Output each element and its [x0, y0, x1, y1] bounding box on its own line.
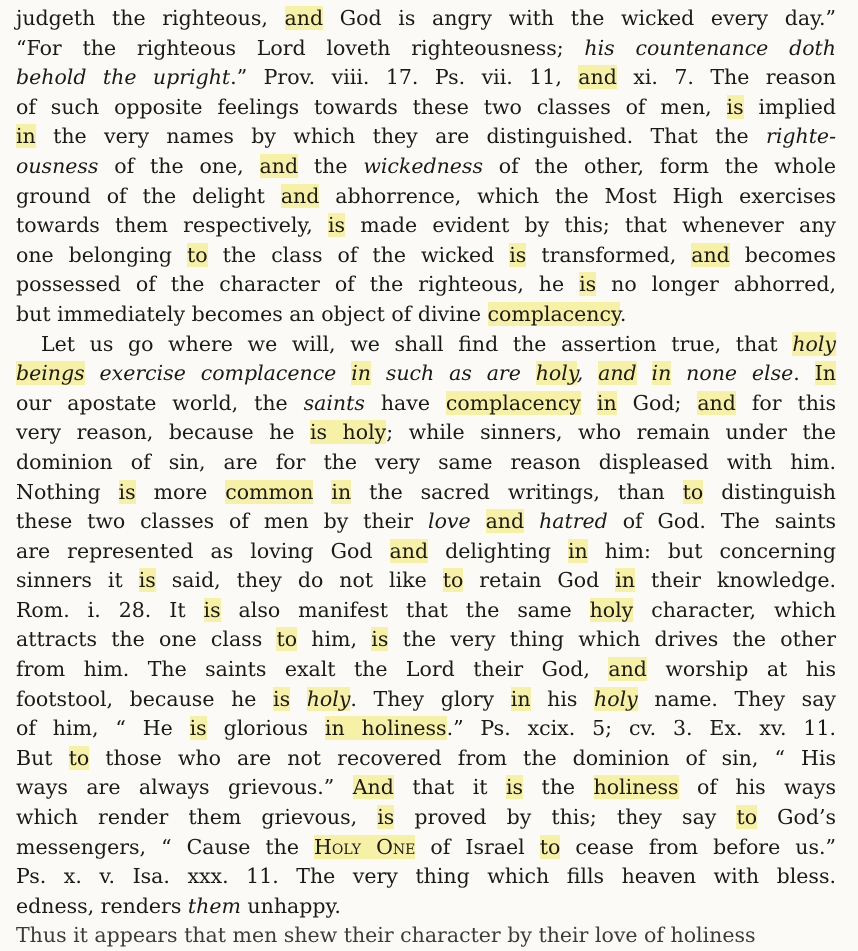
- text-run: no longer abhorred,: [596, 272, 836, 297]
- highlighted-word: is: [371, 627, 389, 652]
- text-line: [16, 803, 836, 833]
- highlighted-word: is: [273, 686, 291, 711]
- text-line: [16, 655, 836, 685]
- highlighted-word: is: [327, 213, 346, 238]
- text-run: Nothing: [16, 479, 119, 504]
- text-run: are represented as loving God: [16, 538, 390, 563]
- text-run: .: [793, 361, 815, 386]
- text-run: God’s: [757, 805, 836, 830]
- text-run: ; while sinners, who remain under the: [386, 420, 837, 445]
- highlighted-word: In: [814, 361, 836, 386]
- text-run: more: [135, 479, 226, 504]
- text-run: abhorrence, which the Most High exercises: [319, 183, 836, 208]
- text-run: also manifest that the same: [220, 597, 590, 622]
- text-line: [16, 211, 836, 241]
- text-run: proved by this; they say: [394, 805, 737, 830]
- highlighted-word: to: [442, 568, 464, 593]
- text-line: [16, 685, 836, 715]
- text-run: possessed of the character of the righteous, he: [16, 272, 580, 297]
- text-line: [16, 921, 836, 948]
- text-run: [581, 391, 597, 415]
- text-run: God is angry with the wicked every day.”: [323, 6, 836, 30]
- text-run: that it: [393, 775, 506, 800]
- text-run: saints: [303, 390, 365, 415]
- text-line: [16, 34, 836, 64]
- text-run: of such opposite feelings towards these two classes of men,: [16, 94, 727, 119]
- text-run: but immediately becomes an object of divine: [16, 301, 488, 326]
- text-line: [16, 182, 836, 212]
- text-run: hatred: [539, 509, 608, 534]
- text-run: towards them respectively,: [16, 213, 328, 238]
- highlighted-word: holy: [306, 686, 351, 711]
- text-run: of God. The saints: [607, 509, 836, 534]
- text-run: their knowledge.: [635, 568, 837, 593]
- highlighted-word: complacency: [445, 390, 581, 415]
- highlighted-word: And: [352, 775, 394, 800]
- text-line: [16, 330, 836, 360]
- text-run: unhappy.: [240, 893, 341, 918]
- text-run: such as are: [370, 361, 536, 386]
- text-run: ways are always grievous.”: [16, 775, 353, 800]
- highlighted-word: is: [138, 568, 156, 593]
- text-run: behold the upright: [16, 65, 231, 90]
- text-run: xi. 7. The reason: [616, 65, 836, 90]
- highlighted-word: to: [736, 805, 758, 830]
- text-line: [16, 537, 836, 567]
- text-run: righte-: [766, 124, 836, 149]
- text-run: cease from before us.”: [560, 834, 837, 859]
- text-line: [16, 566, 836, 596]
- text-line: [16, 507, 836, 537]
- text-run: .: [619, 301, 627, 326]
- text-line: [16, 892, 836, 922]
- text-run: from him. The saints exalt the Lord their God,: [16, 657, 609, 682]
- text-line: [16, 478, 836, 508]
- highlighted-word: holy: [792, 331, 836, 356]
- text-run: .” Prov. viii. 17. Ps. vii. 11,: [230, 65, 579, 90]
- text-run: [524, 509, 539, 533]
- text-line: [16, 4, 836, 34]
- text-run: which render them grievous,: [16, 805, 378, 830]
- text-run: [637, 361, 652, 385]
- text-run: But: [16, 745, 69, 770]
- highlighted-word: in: [331, 479, 352, 504]
- text-run: attracts the one class: [16, 627, 277, 652]
- highlighted-word: in holiness: [324, 716, 447, 741]
- text-run: them: [187, 893, 241, 918]
- highlighted-word: holy: [535, 361, 577, 386]
- text-line: [16, 63, 836, 93]
- text-run: these two classes of men by their: [16, 509, 429, 534]
- text-line: [16, 625, 836, 655]
- highlighted-word: in: [510, 686, 531, 711]
- highlighted-word: is holy: [309, 420, 387, 445]
- text-run: transformed,: [526, 242, 692, 267]
- text-run: those who are not recovered from the dominion of sin, “ His: [89, 745, 836, 770]
- highlighted-word: in: [351, 361, 371, 386]
- highlighted-word: holy: [589, 597, 634, 622]
- text-run: the sacred writings, than: [351, 479, 683, 504]
- text-line: [16, 270, 836, 300]
- text-run: God;: [616, 390, 698, 415]
- text-run: footstool, because he: [16, 686, 274, 711]
- text-run: him: but concerning: [587, 538, 836, 563]
- highlighted-word: holy: [594, 686, 638, 711]
- text-run: sinners it: [16, 568, 139, 593]
- text-run: . They glory: [350, 686, 511, 711]
- text-run: for this: [735, 390, 837, 415]
- text-run: “For the righteous Lord loveth righteousness;: [16, 35, 585, 60]
- highlighted-word: and: [598, 361, 637, 386]
- text-run: his countenance doth: [584, 35, 837, 60]
- text-run: love: [428, 509, 471, 534]
- highlighted-word: holiness: [593, 775, 679, 800]
- text-line: [16, 744, 836, 774]
- text-line: [16, 152, 836, 182]
- text-run: the: [298, 153, 364, 178]
- highlighted-word: and: [284, 6, 324, 30]
- highlighted-word: and: [691, 242, 730, 267]
- highlighted-word: is: [505, 775, 524, 800]
- text-run: the: [523, 775, 594, 800]
- highlighted-word: is: [726, 94, 744, 119]
- highlighted-word: and: [389, 538, 429, 563]
- text-run: very reason, because he: [16, 420, 310, 445]
- text-run: name. They say: [637, 686, 836, 711]
- highlighted-word: is: [579, 272, 597, 297]
- text-line: [16, 359, 836, 389]
- text-run: judgeth the righteous,: [16, 6, 285, 30]
- text-line: [16, 122, 836, 152]
- text-line: [16, 241, 836, 271]
- highlighted-word: in: [651, 361, 672, 386]
- text-run: edness, renders: [16, 893, 188, 918]
- text-run: [313, 480, 331, 504]
- text-run: ousness: [16, 153, 99, 178]
- text-run: glorious: [206, 716, 325, 741]
- text-run: the very thing which drives the other: [388, 627, 836, 652]
- highlighted-word: to: [682, 479, 704, 504]
- text-run: the very names by which they are distinguished. That the: [35, 124, 767, 149]
- text-run: one belonging: [16, 242, 188, 267]
- highlighted-word: is: [509, 242, 527, 267]
- text-run: of the other, form the whole: [482, 153, 836, 178]
- text-run: the class of the wicked: [207, 242, 510, 267]
- text-run: becomes: [729, 242, 836, 267]
- highlighted-word: is: [203, 597, 221, 622]
- text-run: ground of the delight: [16, 183, 281, 208]
- highlighted-word: to: [539, 834, 561, 859]
- text-run: him,: [297, 627, 372, 652]
- text-run: of Israel: [415, 834, 540, 859]
- text-run: of the one,: [98, 153, 260, 178]
- text-run: exercise complacence: [84, 361, 352, 386]
- text-run: [290, 687, 307, 711]
- text-run: Ps. x. v. Isa. xxx. 11. The very thing which fills heaven with bless.: [16, 864, 836, 889]
- text-line: [16, 389, 836, 419]
- highlighted-word: and: [608, 657, 647, 682]
- text-run: wickedness: [363, 153, 483, 178]
- highlighted-word: and: [280, 183, 320, 208]
- text-run: character, which: [633, 597, 836, 622]
- text-line: [16, 862, 836, 892]
- text-run: worship at his: [646, 657, 836, 682]
- text-line: [16, 833, 836, 863]
- text-run: delighting: [428, 538, 568, 563]
- highlighted-word: beings: [16, 361, 85, 386]
- highlighted-word: in: [16, 124, 36, 149]
- text-run: dominion of sin, are for the very same reason displeased with him.: [16, 449, 836, 474]
- text-line: [16, 596, 836, 626]
- text-run: his: [530, 686, 595, 711]
- text-line: [16, 773, 836, 803]
- text-line: [16, 448, 836, 478]
- text-run: of him, “ He: [16, 716, 190, 741]
- text-run: implied: [743, 94, 836, 119]
- highlighted-word: to: [68, 745, 90, 770]
- highlighted-word: in: [596, 390, 617, 415]
- highlighted-word: is: [189, 716, 207, 741]
- text-line: [16, 714, 836, 744]
- text-run: of his ways: [678, 775, 836, 800]
- highlighted-word: Holy One: [314, 834, 416, 859]
- highlighted-word: in: [567, 538, 588, 563]
- text-run: none else: [671, 361, 794, 386]
- text-line: [16, 93, 836, 123]
- text-run: retain God: [463, 568, 616, 593]
- text-run: Thus it appears that men shew their character by their love of holiness: [16, 923, 756, 948]
- highlighted-word: and: [259, 153, 299, 178]
- highlighted-word: is: [118, 479, 136, 504]
- highlighted-word: to: [187, 242, 208, 267]
- text-run: our apostate world, the: [16, 390, 304, 415]
- text-run: said, they do not like: [155, 568, 443, 593]
- highlighted-word: and: [697, 390, 736, 415]
- highlighted-word: to: [276, 627, 298, 652]
- text-run: Rom. i. 28. It: [16, 597, 204, 622]
- highlighted-word: and: [485, 509, 525, 534]
- text-run: .” Ps. xcix. 5; cv. 3. Ex. xv. 11.: [446, 716, 837, 741]
- highlighted-word: complacency: [487, 301, 620, 326]
- text-run: [471, 509, 486, 533]
- text-run: distinguish: [703, 479, 836, 504]
- text-run: messengers, “ Cause the: [16, 834, 315, 859]
- text-run: ,: [576, 361, 599, 386]
- text-line: [16, 418, 836, 448]
- text-line: [16, 300, 836, 330]
- text-run: made evident by this; that whenever any: [345, 213, 836, 238]
- highlighted-word: common: [225, 479, 314, 504]
- highlighted-word: is: [377, 805, 395, 830]
- highlighted-word: and: [578, 65, 617, 90]
- highlighted-word: in: [615, 568, 636, 593]
- text-run: Let us go where we will, we shall find the assertion true, that: [41, 331, 793, 356]
- text-run: have: [364, 390, 446, 415]
